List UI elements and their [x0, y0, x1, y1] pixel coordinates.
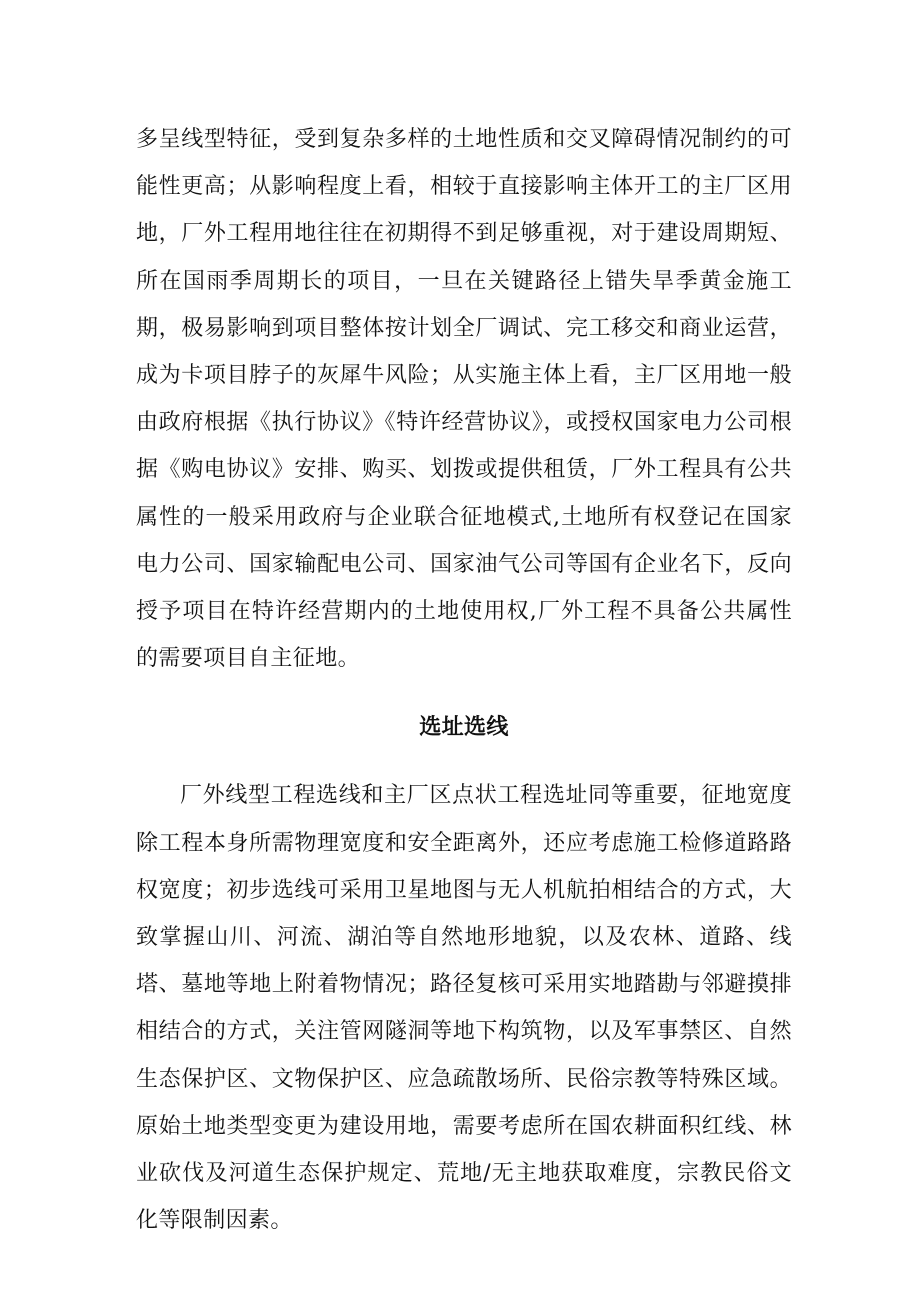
- body-paragraph: 多呈线型特征，受到复杂多样的土地性质和交叉障碍情况制约的可能性更高；从影响程度上看，相较于直接影响主体开工的主厂区用地，厂外工程用地往往在初期得不到足够重视，对于建设周期短、所在国雨季周期长的项目，一旦在关键路径上错失旱季黄金施工期，极易影响到项目整体按计划全厂调试、完工移交和商业运营，成为卡项目脖子的灰犀牛风险；从实施主体上看，主厂区用地一般由政府根据《执行协议》《特许经营协议》，或授权国家电力公司根据《购电协议》安排、购买、划拨或提供租赁，厂外工程具有公共属性的一般采用政府与企业联合征地模式,土地所有权登记在国家电力公司、国家输配电公司、国家油气公司等国有企业名下，反向授予项目在特许经营期内的土地使用权,厂外工程不具备公共属性的需要项目自主征地。: [136, 127, 792, 672]
- body-paragraph: 厂外线型工程选线和主厂区点状工程选址同等重要，征地宽度除工程本身所需物理宽度和安全距离外，还应考虑施工检修道路路权宽度；初步选线可采用卫星地图与无人机航拍相结合的方式，大致掌握山川、河流、湖泊等自然地形地貌，以及农林、道路、线塔、墓地等地上附着物情况；路径复核可采用实地踏勘与邻避摸排相结合的方式，关注管网隧洞等地下构筑物，以及军事禁区、自然生态保护区、文物保护区、应急疏散场所、民俗宗教等特殊区域。原始土地类型变更为建设用地，需要考虑所在国农耕面积红线、林业砍伐及河道生态保护规定、荒地/无主地获取难度，宗教民俗文化等限制因素。: [136, 783, 792, 1234]
- document-page: [136, 116, 792, 1244]
- section-heading: 选址选线: [419, 714, 509, 741]
